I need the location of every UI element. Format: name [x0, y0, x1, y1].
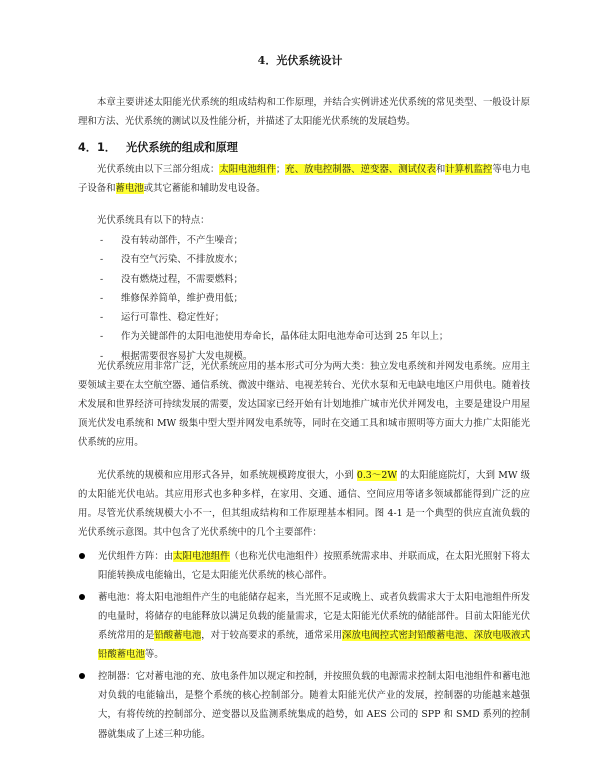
list-item: - 没有燃烧过程，不需要燃料；: [100, 273, 243, 285]
section-number: 4．1．: [78, 141, 116, 154]
highlight-deep-cycle: 深放电阀控式密封铅酸蓄电池、深放电吸液式铅酸蓄电池: [98, 630, 530, 661]
application-paragraph: [78, 357, 530, 452]
highlight-computer-monitor: 计算机监控: [445, 164, 493, 175]
list-item: - 作为关键部件的太阳电池使用寿命长，晶体硅太阳电池寿命可达到 25 年以上；: [100, 331, 449, 343]
section-heading: [78, 139, 238, 155]
composition-tail: 或其它蓄能和辅助发电设备。: [143, 183, 266, 194]
features-list: [100, 231, 530, 366]
list-item: - 没有空气污染、不排放废水；: [100, 254, 243, 266]
composition-mid: 等电力电子设备和: [78, 164, 530, 194]
intro-paragraph: [78, 93, 530, 131]
highlight-solar-module: 太阳电池组件: [219, 164, 276, 175]
highlight-power-range: 0.3～2W: [356, 470, 398, 481]
list-item: 控制器：它对蓄电池的充、放电条件加以规定和控制，并按照负载的电源需求控制太阳电池组件和蓄电池对负载的电能输出，是整个系统的核心控制部分。随着太阳能光伏产业的发展，控制器的功能越来越强大，有将传统的控制部分、逆变器以及监测系统集成的趋势，如 AES 公司的 SPP 和 SMD 系列的控制器就集成了上述三种功能。: [78, 667, 530, 744]
list-item: - 没有转动部件，不产生噪音；: [100, 235, 243, 246]
composition-paragraph: [78, 160, 530, 198]
highlight-battery: 蓄电池: [115, 183, 144, 194]
features-intro: [78, 211, 530, 230]
composition-and: 和: [435, 164, 446, 175]
bullet-icon: [79, 553, 85, 559]
features-intro-text: 光伏系统具有以下的特点：: [97, 215, 210, 226]
list-item: 蓄电池：将太阳电池组件产生的电能储存起来，当光照不足或晚上、或者负载需求大于太阳电池组件所发的电量时，将储存的电能释放以满足负载的能量需求，它是太阳能光伏系统的储能部件。目前太阳能光伏系统常用的是铅酸蓄电池，对于较高要求的系统，通常采用深放电阀控式密封铅酸蓄电池、深放电吸液式铅酸蓄电池等。: [78, 588, 530, 665]
intro-text: 本章主要讲述太阳能光伏系统的组成结构和工作原理，并结合实例讲述光伏系统的常见类型、一般设计原理和方法、光伏系统的测试以及性能分析，并描述了太阳能光伏系统的发展趋势。: [78, 97, 530, 127]
highlight-solar-module: 太阳电池组件: [173, 551, 230, 562]
list-item: - 维修保养简单，维护费用低；: [100, 292, 243, 304]
application-text: 光伏系统应用非常广泛，光伏系统应用的基本形式可分为两大类：独立发电系统和并网发电系统。应用主要领域主要在太空航空器、通信系统、微波中继站、电视差转台、光伏水泵和无电缺电地区户用供电。随着技术发展和世界经济可持续发展的需要，发达国家已经开始有计划地推广城市光伏并网发电，主要是建设户用屋顶光伏发电系统和 MW 级集中型大型并网发电系统等，同时在交通工具和城市照明等方面大力推广太阳能光伏系统的应用。: [78, 361, 530, 448]
bullet-icon: [79, 673, 85, 679]
composition-lead: 光伏系统由以下三部分组成：: [97, 164, 220, 175]
scale-after: 的太阳能庭院灯，大到 MW 级的太阳能光伏电站。其应用形式也多种多样，在家用、交通、通信、空间应用等诸多领域都能得到广泛的应用。尽管光伏系统规模大小不一，但其组成结构和工作原理基本相同。图 4-1 是一个典型的供应直流负载的光伏系统示意图。其中包含了光伏系统中的几个主要部件：: [78, 470, 530, 538]
scale-before: 光伏系统的规模和应用形式各异，如系统规模跨度很大，小到: [97, 470, 357, 481]
highlight-lead-acid: 铅酸蓄电池: [154, 630, 202, 642]
bullet-icon: [79, 594, 85, 600]
chapter-title: 4．光伏系统设计: [257, 54, 343, 67]
highlight-controllers: 充、放电控制器、逆变器、测试仪表: [285, 164, 436, 175]
composition-sep: ；: [275, 164, 286, 175]
scale-paragraph: [78, 466, 530, 542]
list-item: - 运行可靠性、稳定性好；: [100, 312, 225, 324]
list-item: - 根据需要很容易扩大发电规模。: [100, 350, 253, 362]
components-list: [78, 547, 530, 744]
section-title: 光伏系统的组成和原理: [125, 141, 238, 154]
list-item: 光伏组件方阵：由太阳电池组件（也称光伏电池组件）按照系统需求串、并联而成，在太阳光照射下将太阳能转换成电能输出，它是太阳能光伏系统的核心部件。: [78, 547, 530, 586]
